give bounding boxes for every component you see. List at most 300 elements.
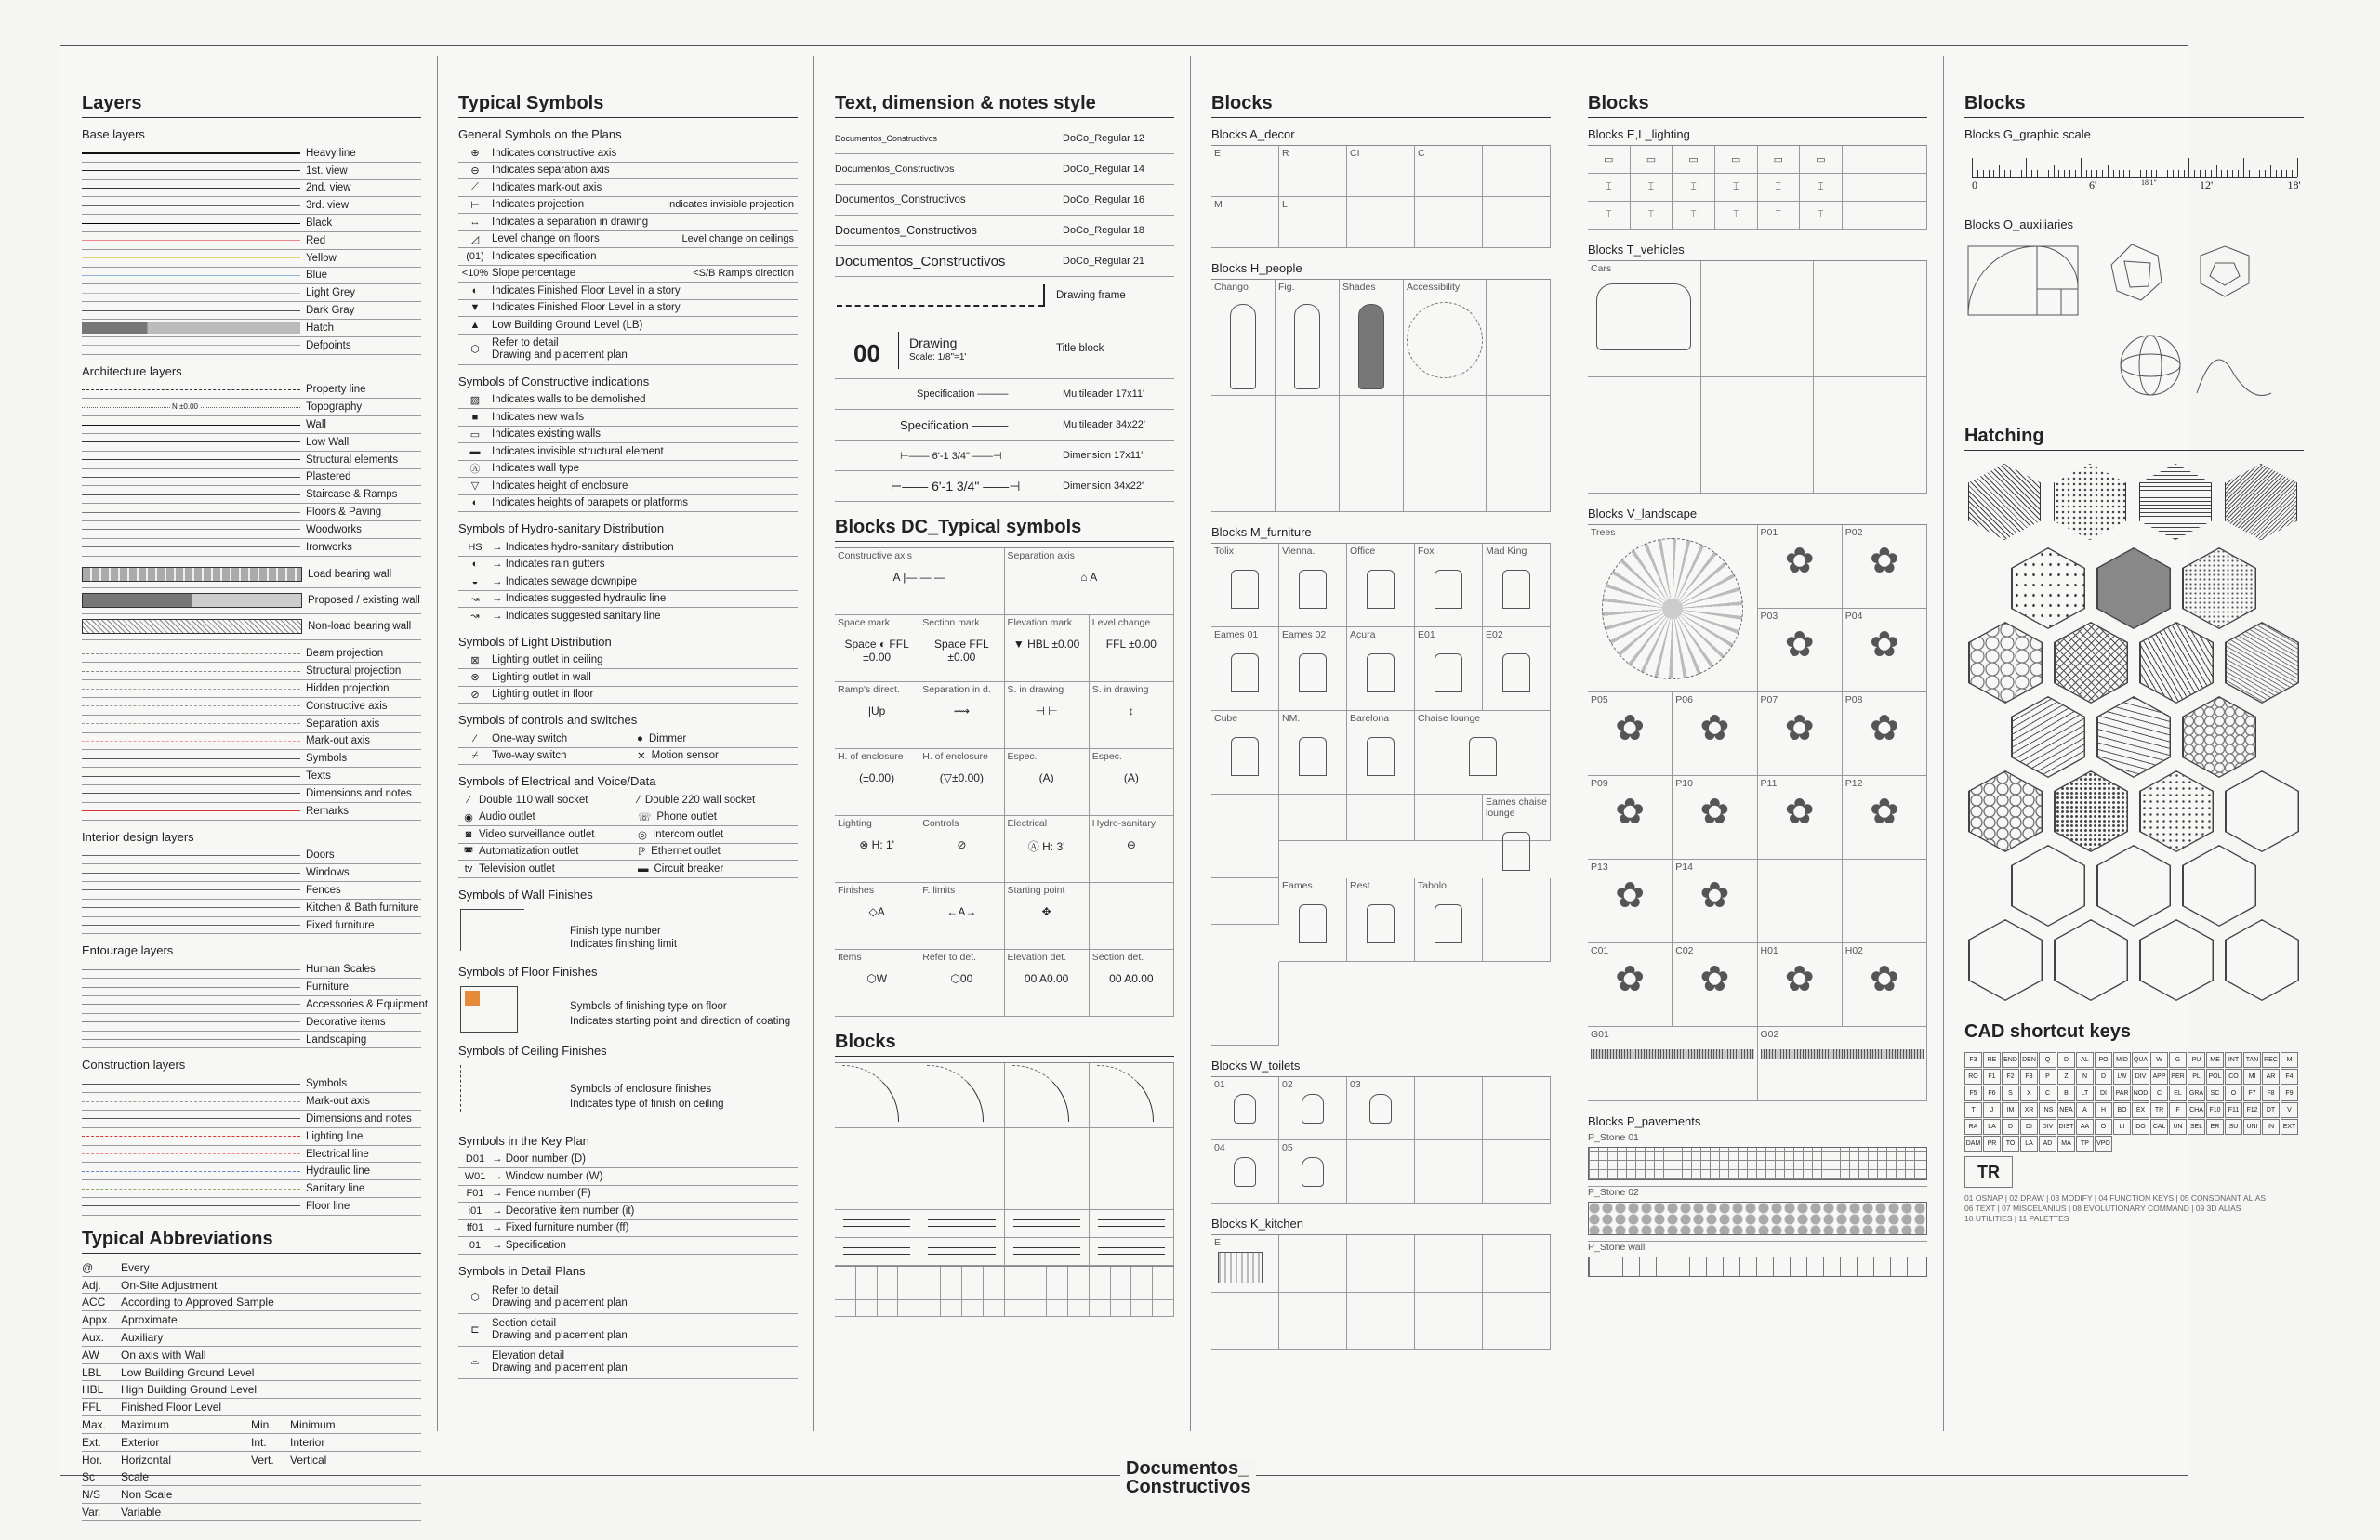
dc-symbol-glyph: ◇A — [868, 905, 885, 918]
dc-symbol-cell — [1005, 950, 1090, 1017]
lighting-block-cell — [1631, 202, 1673, 230]
layer-label: Symbols — [306, 753, 348, 765]
switch-icon: ⁄ — [474, 732, 476, 744]
pavement-block — [1588, 1187, 1927, 1242]
text-sample-cell — [962, 1283, 984, 1300]
lighting-block-cell — [1673, 202, 1715, 230]
chair-icon — [1469, 737, 1497, 776]
architecture-layer-row — [82, 416, 421, 434]
base-layer-row — [82, 163, 421, 180]
chair-icon — [1435, 570, 1462, 609]
hatch-pattern-fill — [2013, 847, 2084, 926]
decor-block-cell — [1347, 197, 1415, 248]
cad-key: TP — [2076, 1136, 2094, 1152]
dc-symbol-label: Lighting — [838, 818, 872, 829]
cad-key: EXT — [2281, 1119, 2298, 1135]
symbol-icon: ⊗ — [470, 672, 480, 684]
layer-line-sample — [82, 925, 300, 926]
dc-symbol-cell — [835, 950, 919, 1017]
furniture-block-cell — [1211, 795, 1279, 878]
pavement-pattern — [1588, 1202, 1927, 1235]
furniture-block-cell — [1279, 544, 1347, 627]
toilet-block-cell — [1279, 1140, 1347, 1204]
cad-key: F — [2169, 1102, 2187, 1118]
layer-line-sample — [82, 459, 300, 460]
layer-label: Woodworks — [306, 523, 362, 535]
graphic-scale — [1964, 145, 2304, 201]
wall-finishes-title: Symbols of Wall Finishes — [458, 887, 593, 902]
wall-type-row — [82, 614, 421, 640]
scale-tick — [2091, 170, 2092, 177]
light-title: Symbols of Light Distribution — [458, 634, 612, 649]
furniture-block-cell — [1347, 711, 1415, 795]
plant-icon: ✿ — [1615, 960, 1646, 999]
blocks-doors-title: Blocks — [835, 1032, 1174, 1057]
detail-plans-title: Symbols in Detail Plans — [458, 1263, 586, 1278]
construction-layer-row — [82, 1180, 421, 1198]
outlet-icon: ◉ — [464, 811, 473, 823]
cad-legend-line-2: 06 TEXT | 07 MISCELANIUS | 08 EVOLUTIONARY COMMAND | 09 3D ALIAS — [1964, 1204, 2241, 1213]
key-plan-row — [458, 1152, 798, 1169]
cad-key: NOD — [2132, 1086, 2149, 1101]
plant-icon: ✿ — [1784, 709, 1815, 748]
door-window-block — [919, 1238, 1004, 1266]
symbol-icon: HS — [468, 541, 483, 553]
layer-label: Accessories & Equipment — [306, 998, 429, 1010]
layer-line-sample — [82, 810, 300, 811]
furniture-block-cell — [1483, 795, 1551, 841]
decor-block-label: E — [1214, 148, 1222, 159]
abbreviation-meaning: Interior — [290, 1435, 325, 1449]
scale-tick — [2243, 158, 2244, 177]
scale-tick — [2205, 170, 2206, 177]
text-sample-cell — [1111, 1267, 1132, 1283]
layers-title: Layers — [82, 93, 421, 118]
abbreviation-row — [82, 1294, 421, 1311]
hatch-hexagon-swatch — [2182, 845, 2256, 927]
hatch-pattern-fill — [2184, 698, 2255, 777]
decor-block-cell — [1211, 197, 1279, 248]
hydro-symbol-row — [458, 557, 798, 574]
cad-key: DO — [2132, 1119, 2149, 1135]
landscape-block-cell — [1673, 776, 1757, 860]
title-block-label: Title block — [1056, 343, 1104, 354]
leader-list — [835, 379, 1174, 441]
lighting-block-cell — [1884, 174, 1927, 202]
symbol-icon: ↔ — [469, 216, 481, 228]
cad-key: LT — [2076, 1086, 2094, 1101]
constructive-symbol-row — [458, 409, 798, 427]
dc-symbol-cell — [919, 816, 1004, 883]
scale-tick — [2281, 170, 2282, 177]
furniture-block-label: Barelona — [1350, 713, 1390, 724]
abbreviation-row — [82, 1416, 421, 1434]
entourage-layer-row — [82, 996, 429, 1014]
dc-symbol-label: Espec. — [1007, 751, 1038, 762]
hatch-pattern-fill — [2056, 772, 2127, 851]
cad-key: C — [2039, 1086, 2056, 1101]
window-section-icon — [1098, 1219, 1165, 1227]
key-plan-row — [458, 1237, 798, 1255]
people-block-cell — [1404, 396, 1487, 512]
chair-icon — [1299, 737, 1327, 776]
entourage-layer-row — [82, 979, 421, 996]
door-window-block — [1090, 1128, 1174, 1210]
cad-key: D — [2057, 1052, 2075, 1068]
architecture-layer-row — [82, 382, 421, 400]
toilet-icon — [1302, 1157, 1324, 1187]
dc-symbol-cell — [835, 749, 919, 816]
text-style-name: DoCo_Regular 18 — [1063, 225, 1145, 236]
landscape-block-cell — [1758, 692, 1843, 776]
base-layer-row — [82, 145, 421, 163]
cad-key: D — [2095, 1069, 2112, 1085]
furniture-block-label: Eames chaise lounge — [1486, 796, 1547, 819]
kitchen-block-cell — [1415, 1235, 1483, 1293]
decor-block-label: C — [1418, 148, 1425, 159]
scale-tick — [2292, 170, 2293, 177]
lighting-block-cell — [1758, 146, 1801, 174]
symbol-label: → Indicates hydro-sanitary distribution — [492, 541, 674, 553]
scale-tick — [2238, 170, 2239, 177]
hatching-swatches — [1964, 456, 2304, 1014]
dc-symbol-glyph: FFL ±0.00 — [1105, 638, 1157, 651]
lighting-block-cell — [1843, 146, 1885, 174]
tree-plan-icon — [1602, 538, 1743, 679]
text-sample-cell — [856, 1267, 878, 1283]
projection-layer-row — [82, 716, 421, 733]
blocks-g-title: Blocks G_graphic scale — [1964, 127, 2091, 141]
toilet-block-label: 05 — [1282, 1142, 1293, 1153]
layer-line-sample — [82, 1084, 300, 1085]
layer-label: Defpoints — [306, 339, 351, 351]
layer-label: Black — [306, 217, 333, 230]
text-sample-cell — [962, 1300, 984, 1317]
cad-key: TO — [2002, 1136, 2019, 1152]
scale-tick — [2010, 170, 2011, 177]
lamp-icon: ⌶ — [1647, 181, 1655, 192]
furniture-block-cell — [1279, 627, 1347, 711]
dc-symbol-cell — [1090, 816, 1174, 883]
blocks-o-title: Blocks O_auxiliaries — [1964, 217, 2074, 231]
dc-symbol-label: Controls — [922, 818, 959, 829]
column-divider — [813, 56, 814, 1431]
scale-tick — [1972, 158, 1973, 177]
abbreviation-code: FFL — [82, 1401, 102, 1415]
text-style-sample: Documentos_Constructivos — [835, 253, 1006, 270]
lamp-icon: ▭ — [1816, 154, 1826, 165]
dc-symbol-label: F. limits — [922, 885, 956, 896]
entourage-layer-row — [82, 1032, 421, 1049]
landscape-block-cell — [1758, 609, 1843, 692]
abbreviation-code: Ext. — [82, 1435, 101, 1449]
landscape-blocks-grid — [1588, 524, 1927, 1101]
outlet-icon: tv — [464, 862, 473, 875]
scale-tick — [1993, 170, 1994, 177]
hatch-pattern-fill — [2184, 549, 2255, 628]
hydro-symbol-row — [458, 573, 798, 591]
abbreviation-row — [82, 1329, 421, 1347]
plant-icon: ✿ — [1869, 793, 1899, 832]
kitchen-block-label: E — [1214, 1237, 1222, 1248]
hatch-pattern-fill — [2013, 698, 2084, 777]
plant-icon: ✿ — [1784, 960, 1815, 999]
kitchen-block-cell — [1279, 1293, 1347, 1350]
cad-key: T — [1964, 1102, 1982, 1118]
chair-icon — [1502, 832, 1530, 871]
lamp-icon: ⌶ — [1775, 209, 1782, 220]
layer-line-sample — [82, 529, 300, 530]
layer-label: Symbols — [306, 1078, 348, 1090]
kitchen-block-cell — [1483, 1293, 1551, 1350]
vehicle-blocks-grid — [1588, 260, 1927, 494]
chair-icon — [1367, 653, 1395, 692]
chair-icon — [1367, 570, 1395, 609]
ceiling-finish-label-1: Symbols of enclosure finishes — [570, 1083, 712, 1095]
layer-label: Red — [306, 234, 326, 246]
layer-label: Dimensions and notes — [306, 1112, 412, 1125]
construction-layer-row — [82, 1093, 421, 1111]
key-plan-row — [458, 1220, 798, 1238]
layer-label: Lighting line — [306, 1130, 364, 1142]
kitchen-block-cell — [1483, 1235, 1551, 1293]
projection-layers-list — [82, 646, 421, 821]
plant-icon: ✿ — [1615, 709, 1646, 748]
landscape-block-label: H02 — [1844, 945, 1864, 956]
people-block-cell — [1211, 396, 1276, 512]
layer-label: Texts — [306, 770, 331, 782]
chair-icon — [1435, 653, 1462, 692]
ceiling-finish-label-2: Indicates type of finish on ceiling — [570, 1098, 724, 1110]
scale-label: 18'1" — [2141, 178, 2157, 187]
furniture-block-label: Eames 01 — [1214, 629, 1259, 640]
wall-label: Non-load bearing wall — [308, 621, 412, 633]
symbol-label: → Specification — [492, 1239, 566, 1251]
text-sample-cell — [919, 1300, 941, 1317]
symbol-label: Audio outlet — [479, 811, 536, 823]
key-plan-row — [458, 1186, 798, 1204]
symbol-label: → Fixed furniture number (ff) — [492, 1222, 629, 1234]
car-icon — [1596, 283, 1691, 350]
decor-block-cell — [1211, 146, 1279, 197]
symbol-label: → Fence number (F) — [492, 1188, 591, 1200]
layer-label: Windows — [306, 867, 350, 879]
layer-line-sample — [82, 1171, 300, 1172]
hatch-pattern-fill — [2227, 921, 2298, 1000]
lamp-icon: ⌶ — [1775, 181, 1782, 192]
projection-layer-row — [82, 768, 421, 785]
symbol-label: → Indicates suggested sanitary line — [492, 610, 661, 622]
drawing-frame-corner — [1043, 284, 1045, 307]
pavement-block — [1588, 1132, 1927, 1187]
architecture-layers-list — [82, 382, 421, 557]
layer-line-sample — [82, 793, 300, 794]
symbol-icon: ↝ — [470, 593, 480, 605]
detail-plan-row — [458, 1282, 798, 1314]
pavement-block-label: P_Stone wall — [1588, 1242, 1646, 1253]
kitchen-block-cell — [1347, 1235, 1415, 1293]
furniture-block-label: E01 — [1418, 629, 1435, 640]
symbol-label: Television outlet — [479, 862, 555, 875]
lamp-icon: ▭ — [1604, 154, 1614, 165]
interior-layer-row — [82, 848, 421, 865]
cad-key: CAL — [2150, 1119, 2168, 1135]
layer-line-sample — [82, 401, 300, 411]
furniture-block-label: Tolix — [1214, 546, 1235, 557]
layer-line-sample — [82, 240, 300, 241]
cad-key: RE — [1983, 1052, 2001, 1068]
dc-symbol-cell — [1090, 749, 1174, 816]
dc-symbol-label: Separation axis — [1007, 550, 1075, 561]
cad-key: P — [2039, 1069, 2056, 1085]
cad-key: A — [2076, 1102, 2094, 1118]
symbol-label: Dimmer — [648, 732, 687, 744]
text-sample-cell — [835, 1283, 856, 1300]
auxiliaries-blocks — [1964, 235, 2304, 416]
text-sample-cell — [1005, 1267, 1026, 1283]
dc-symbol-cell — [919, 883, 1004, 950]
text-style-sample: Documentos_Constructivos — [835, 164, 955, 175]
text-sample-cell — [941, 1267, 962, 1283]
dc-symbol-glyph: Space FFL ±0.00 — [934, 638, 989, 664]
dimension-row — [835, 441, 1174, 471]
cad-key: CHA — [2188, 1102, 2205, 1118]
furniture-block-label: Vienna. — [1282, 546, 1316, 557]
base-layer-row — [82, 250, 421, 268]
lighting-block-cell — [1631, 174, 1673, 202]
layer-label: 1st. view — [306, 165, 348, 177]
cad-key: PO — [2095, 1052, 2112, 1068]
scale-tick — [1999, 165, 2000, 177]
furniture-block-cell — [1483, 627, 1551, 711]
interior-layers-list — [82, 848, 421, 935]
elevation-mark-icon: ⌓ — [470, 1356, 480, 1367]
dc-symbol-label: Items — [838, 952, 862, 963]
general-symbol-row — [458, 197, 798, 215]
hatch-hexagon-swatch — [2096, 547, 2171, 629]
abbreviation-code: LBL — [82, 1365, 102, 1379]
cad-key: D — [2002, 1119, 2019, 1135]
decor-block-cell — [1483, 146, 1551, 197]
blocks-column-3 — [1964, 93, 2304, 1224]
abbreviation-row — [82, 1277, 421, 1295]
layer-line-sample — [82, 345, 300, 346]
cad-key: LA — [1983, 1119, 2001, 1135]
lamp-icon: ⌶ — [1732, 209, 1739, 220]
scale-tick — [2188, 158, 2189, 177]
symbol-label: Indicates Finished Floor Level in a story — [492, 302, 681, 314]
brand-line-1: Documentos_ — [1126, 1458, 1250, 1479]
landscape-block-cell — [1758, 1027, 1928, 1101]
abbreviation-code: Hor. — [82, 1453, 103, 1467]
layer-line-sample — [82, 1153, 300, 1154]
cad-keys-grid — [1964, 1052, 2304, 1188]
people-block-label: Shades — [1342, 282, 1376, 293]
dc-symbol-label: Separation in d. — [922, 684, 991, 695]
scale-tick — [2286, 170, 2287, 177]
lighting-block-cell — [1884, 202, 1927, 230]
hatch-hexagon-swatch — [2182, 547, 2256, 629]
landscape-block-cell — [1588, 776, 1673, 860]
cad-key: REC — [2262, 1052, 2280, 1068]
floor-finish-label-1: Symbols of finishing type on floor — [570, 1000, 727, 1012]
scale-label: 0 — [1972, 178, 1977, 191]
dc-symbol-cell — [835, 682, 919, 749]
layer-line-sample — [82, 1136, 300, 1137]
landscape-block-cell — [1588, 692, 1673, 776]
layer-line-sample — [82, 389, 300, 390]
symbol-icon: ◐ — [471, 559, 479, 571]
decor-block-cell — [1347, 146, 1415, 197]
ceiling-finish-icon — [460, 1065, 517, 1112]
dc-symbol-glyph: ⊣ ⊢ — [1035, 704, 1058, 717]
construction-layer-row — [82, 1128, 421, 1146]
layer-line-sample — [82, 758, 300, 759]
wall-finishes-block — [458, 905, 798, 955]
abbreviation-meaning: Exterior — [121, 1435, 160, 1449]
electrical-symbol-row — [458, 826, 798, 844]
detail-label: Section detail — [492, 1317, 557, 1329]
abbreviation-code: Sc — [82, 1470, 96, 1484]
scale-tick — [2031, 170, 2032, 177]
pavement-block-label: P_Stone 01 — [1588, 1132, 1639, 1143]
base-layer-row — [82, 197, 421, 215]
cad-legend — [1964, 1193, 2304, 1224]
door-window-block — [919, 1210, 1004, 1238]
layer-label: Human Scales — [306, 964, 376, 976]
furniture-block-cell — [1279, 711, 1347, 795]
wall-finish-icon — [460, 909, 524, 951]
abbreviation-meaning: Vertical — [290, 1453, 327, 1467]
layer-label: Mark-out axis — [306, 1096, 371, 1108]
layer-label: Hatch — [306, 322, 335, 334]
cad-key: MI — [2243, 1069, 2261, 1085]
vehicle-block-label: Cars — [1591, 263, 1612, 274]
cad-key: LA — [2020, 1136, 2038, 1152]
general-symbol-row — [458, 283, 798, 300]
scale-tick — [2151, 170, 2152, 177]
interior-layer-row — [82, 864, 421, 882]
key-plan-list — [458, 1152, 798, 1255]
door-window-block — [835, 1210, 919, 1238]
floor-finish-label-2: Indicates starting point and direction of coating — [570, 1015, 791, 1027]
abbreviation-code: ACC — [82, 1296, 106, 1310]
dc-symbol-cell — [1090, 682, 1174, 749]
base-layer-row — [82, 268, 421, 285]
constructive-symbol-row — [458, 461, 798, 479]
layers-column — [82, 93, 429, 1521]
text-sample-cell — [1090, 1300, 1111, 1317]
cad-key-tr: TR — [1964, 1156, 2013, 1188]
blocks-p-title: Blocks P_pavements — [1588, 1114, 1701, 1128]
chair-icon — [1502, 653, 1530, 692]
text-sample-cell — [1131, 1300, 1153, 1317]
controls-list — [458, 731, 798, 765]
lamp-icon: ⌶ — [1647, 209, 1655, 220]
electrical-symbol-row — [458, 809, 798, 827]
hatch-hexagon-swatch — [2139, 622, 2214, 704]
hatch-hexagon-swatch — [2182, 696, 2256, 778]
cad-key: J — [1983, 1102, 2001, 1118]
dc-symbol-label: Hydro-sanitary — [1091, 818, 1157, 829]
hatch-hexagon-swatch — [2054, 622, 2128, 704]
lamp-icon: ⌶ — [1690, 209, 1697, 220]
lighting-block-cell — [1800, 202, 1843, 230]
scale-tick — [1983, 170, 1984, 177]
layer-label: Landscaping — [306, 1033, 367, 1046]
text-sample-cell — [984, 1283, 1005, 1300]
layer-line-sample — [82, 293, 300, 294]
